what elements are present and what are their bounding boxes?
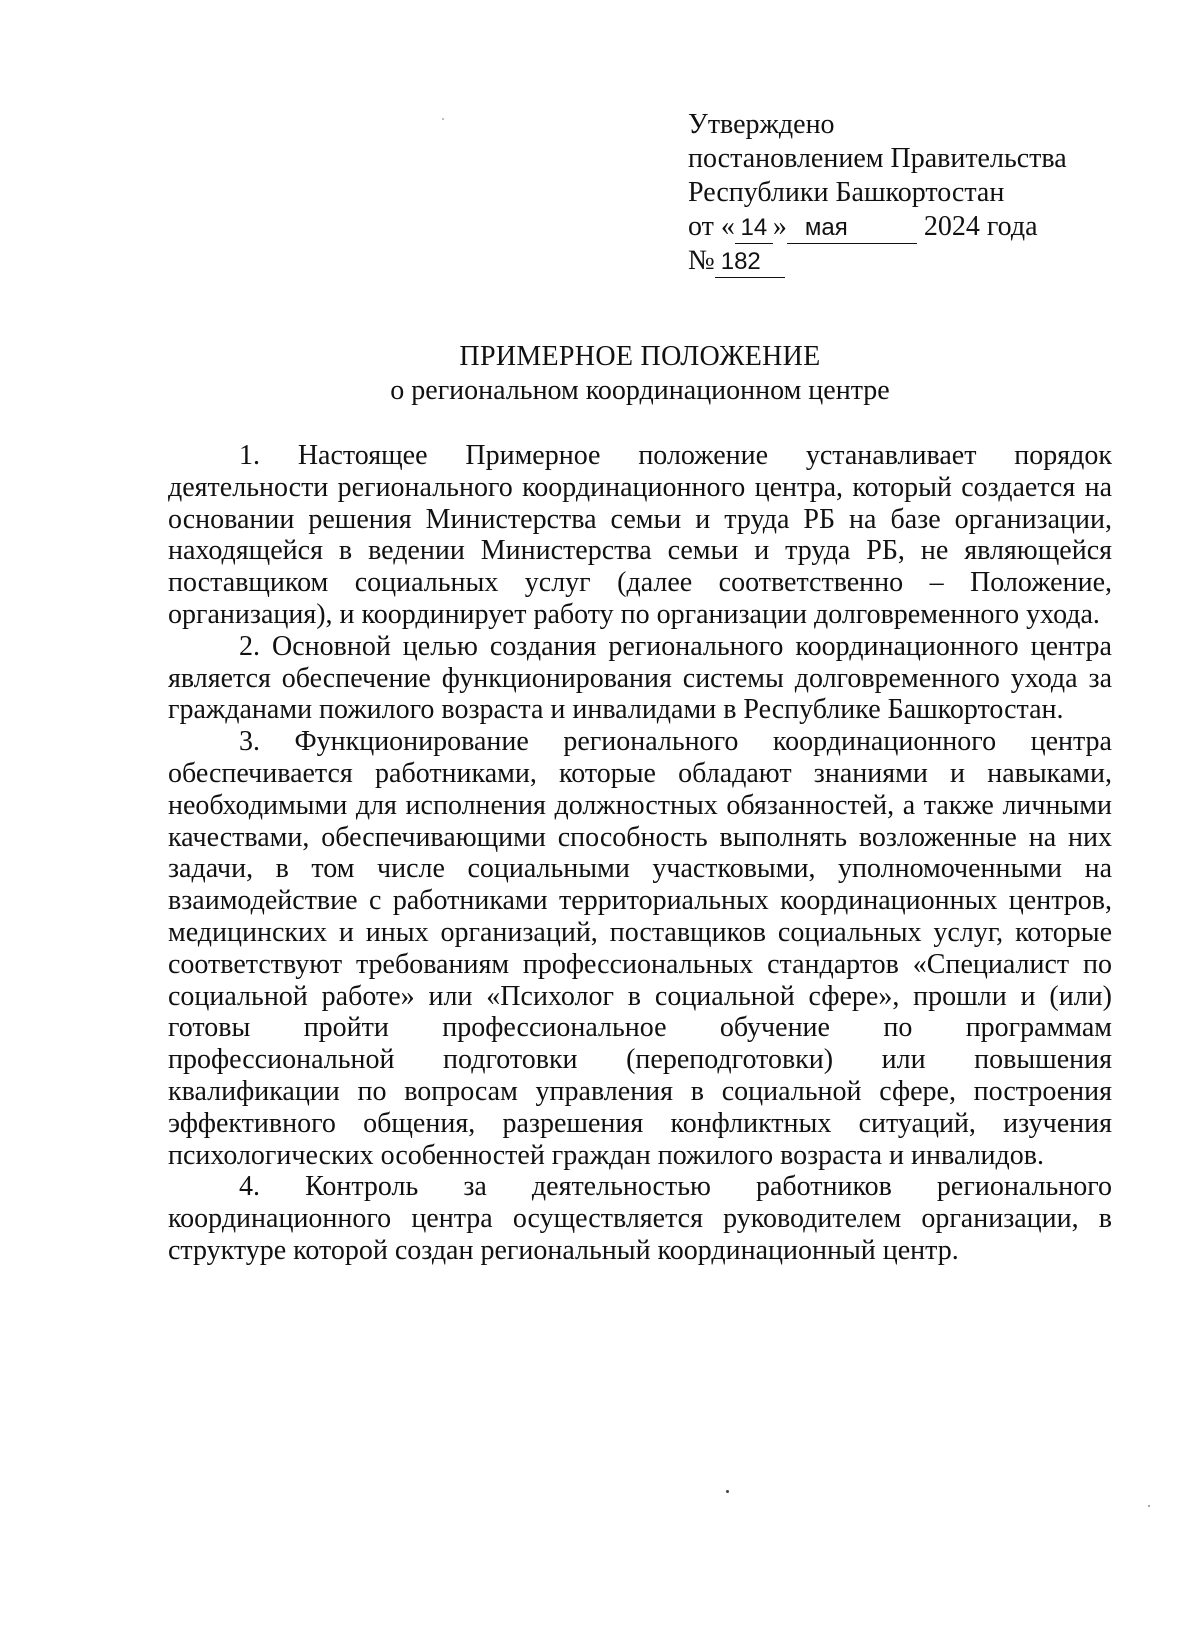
paragraph-4: 4. Контроль за деятельностью работников регионального координационного центра осуществляется руководителем организации, в структуре которой создан региональный координационный центр.	[168, 1171, 1112, 1266]
approval-line-3: Республики Башкортостан	[688, 177, 1005, 208]
document-title: ПРИМЕРНОЕ ПОЛОЖЕНИЕ	[459, 341, 821, 372]
title-block	[168, 340, 1112, 408]
approval-date-line	[688, 210, 1148, 244]
document-number: 182	[715, 247, 785, 278]
paragraph-1: 1. Настоящее Примерное положение устанавливает порядок деятельности регионального координационного центра, который создается на основании решения Министерства семьи и труда РБ на базе организации, находящейся в ведении Министерства семьи и труда РБ, не являющейся поставщиком социальных услуг (далее соответственно – Положение, организация), и координирует работу по организации долговременного ухода.	[168, 440, 1112, 630]
paragraph-3: 3. Функционирование регионального координационного центра обеспечивается работниками, которые обладают знаниями и навыками, необходимыми для исполнения должностных обязанностей, а также личными качествами, обеспечивающими способность выполнять возложенные на них задачи, в том числе социальными участковыми, уполномоченными на взаимодействие с работниками территориальных координационных центров, медицинских и иных организаций, поставщиков социальных услуг, которые соответствуют требованиям профессиональных стандартов «Специалист по социальной работе» или «Психолог в социальной сфере», прошли и (или) готовы пройти профессиональное обучение по программам профессиональной подготовки (переподготовки) или повышения квалификации по вопросам управления в социальной сфере, построения эффективного общения, разрешения конфликтных ситуаций, изучения психологических особенностей граждан пожилого возраста и инвалидов.	[168, 726, 1112, 1171]
approval-stamp	[688, 108, 1148, 278]
paragraph-2: 2. Основной целью создания регионального координационного центра является обеспечение функционирования системы долговременного ухода за гражданами пожилого возраста и инвалидами в Республике Башкортостан.	[168, 630, 1112, 726]
scan-speck	[1148, 1505, 1150, 1507]
date-year: 2024 года	[923, 211, 1038, 242]
scan-speck	[442, 118, 444, 120]
approval-line-1: Утверждено	[688, 109, 835, 140]
approval-number-line	[688, 244, 1148, 278]
document-subtitle: о региональном координационном центре	[390, 375, 890, 406]
date-month: мая	[787, 213, 917, 244]
approval-line-2: постановлением Правительства	[688, 143, 1067, 174]
date-day: 14	[735, 213, 773, 244]
document-body	[168, 440, 1112, 1267]
date-prefix: от «	[688, 211, 735, 242]
scan-speck	[726, 1490, 729, 1493]
number-prefix: №	[688, 245, 715, 276]
date-mid: »	[772, 211, 787, 242]
